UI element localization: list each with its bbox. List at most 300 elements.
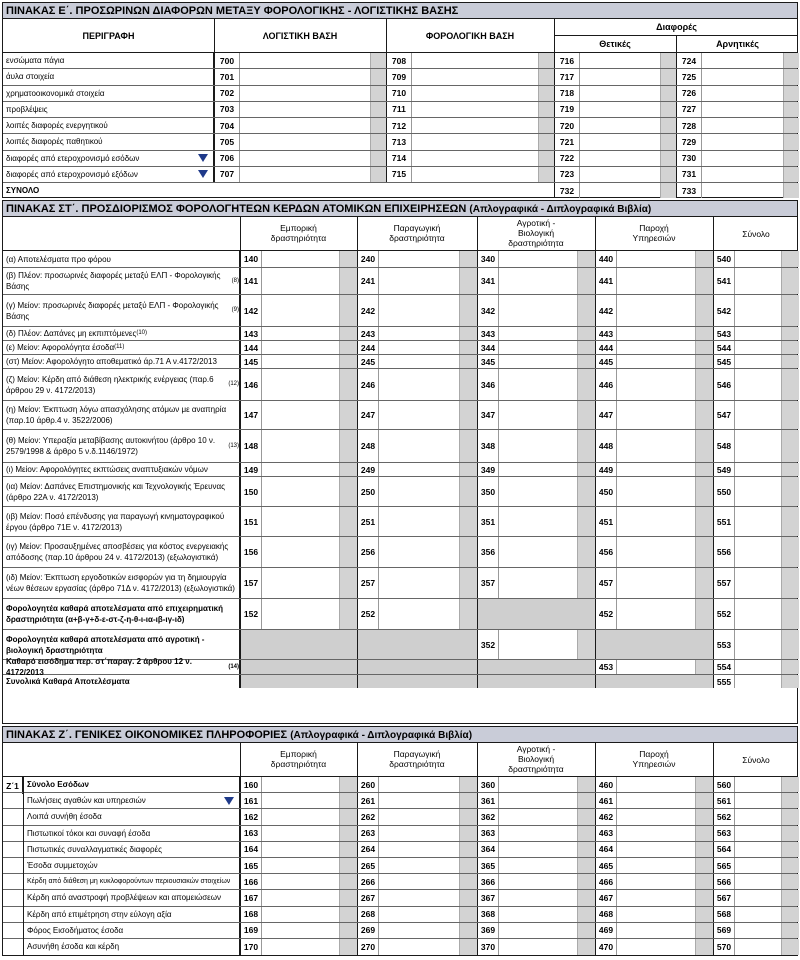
amount-input[interactable] xyxy=(240,118,370,133)
input-shade xyxy=(695,874,713,889)
amount-input[interactable] xyxy=(617,890,695,905)
amount-input[interactable] xyxy=(735,341,781,354)
row-label-text: Συνολικά Καθαρά Αποτελέσματα xyxy=(6,677,130,686)
table-z xyxy=(2,726,798,956)
amount-input[interactable] xyxy=(499,430,577,462)
field-code: 470 xyxy=(595,939,617,955)
amount-input[interactable] xyxy=(379,874,459,889)
amount-input[interactable] xyxy=(735,939,781,955)
amount-input[interactable] xyxy=(617,355,695,368)
field-code: 152 xyxy=(240,599,262,629)
row-label xyxy=(3,507,240,536)
amount-input[interactable] xyxy=(735,890,781,905)
amount-input[interactable] xyxy=(617,341,695,354)
amount-input[interactable] xyxy=(499,939,577,955)
input-shade xyxy=(577,826,595,841)
input-shade xyxy=(459,477,477,506)
amount-input[interactable] xyxy=(499,507,577,536)
amount-input[interactable] xyxy=(379,537,459,567)
amount-input[interactable] xyxy=(262,268,339,294)
amount-input[interactable] xyxy=(379,568,459,598)
amount-input[interactable] xyxy=(702,118,783,133)
amount-input[interactable] xyxy=(240,167,370,182)
field-code: 170 xyxy=(240,939,262,955)
amount-input[interactable] xyxy=(240,69,370,84)
field-code: 554 xyxy=(713,660,735,674)
field-code: 248 xyxy=(357,430,379,462)
amount-input[interactable] xyxy=(499,874,577,889)
amount-input[interactable] xyxy=(735,401,781,429)
amount-input[interactable] xyxy=(617,826,695,841)
amount-input[interactable] xyxy=(499,341,577,354)
amount-input[interactable] xyxy=(499,251,577,267)
amount-input[interactable] xyxy=(499,463,577,476)
dropdown-triangle-icon[interactable] xyxy=(198,170,208,178)
amount-input[interactable] xyxy=(735,355,781,368)
input-shade xyxy=(577,777,595,792)
amount-input[interactable] xyxy=(379,890,459,905)
amount-input[interactable] xyxy=(379,355,459,368)
table-st-row xyxy=(3,327,797,341)
amount-input[interactable] xyxy=(262,923,339,938)
amount-input[interactable] xyxy=(499,890,577,905)
field-code: 540 xyxy=(713,251,735,267)
input-shade xyxy=(459,842,477,857)
table-e-body xyxy=(3,53,797,198)
input-shade xyxy=(577,874,595,889)
amount-input[interactable] xyxy=(735,537,781,567)
input-shade xyxy=(781,295,799,326)
amount-input[interactable] xyxy=(379,463,459,476)
amount-input[interactable] xyxy=(499,630,577,659)
amount-input[interactable] xyxy=(580,53,660,68)
field-code: 451 xyxy=(595,507,617,536)
field-code: 264 xyxy=(357,842,379,857)
amount-input[interactable] xyxy=(262,874,339,889)
amount-input[interactable] xyxy=(702,183,783,198)
input-shade xyxy=(339,430,357,462)
amount-input[interactable] xyxy=(379,268,459,294)
amount-input[interactable] xyxy=(412,151,538,166)
input-shade xyxy=(538,102,554,117)
header-total: Σύνολο xyxy=(742,755,770,765)
amount-input[interactable] xyxy=(735,477,781,506)
field-code: 350 xyxy=(477,477,499,506)
amount-input[interactable] xyxy=(412,134,538,149)
amount-input[interactable] xyxy=(412,102,538,117)
field-code: 160 xyxy=(240,777,262,792)
amount-input[interactable] xyxy=(262,858,339,873)
field-code: 702 xyxy=(214,86,240,101)
amount-input[interactable] xyxy=(379,599,459,629)
amount-input[interactable] xyxy=(617,430,695,462)
field-code: 547 xyxy=(713,401,735,429)
field-code: 251 xyxy=(357,507,379,536)
amount-input[interactable] xyxy=(262,826,339,841)
amount-input[interactable] xyxy=(499,327,577,340)
amount-input[interactable] xyxy=(735,327,781,340)
row-label: ενσώματα πάγια xyxy=(3,53,214,68)
amount-input[interactable] xyxy=(580,151,660,166)
amount-input[interactable] xyxy=(379,858,459,873)
amount-input[interactable] xyxy=(262,463,339,476)
input-shade xyxy=(459,295,477,326)
table-z-row xyxy=(3,923,797,939)
amount-input[interactable] xyxy=(735,630,781,659)
table-e-total-row xyxy=(3,183,797,198)
row-label-text: (η) Μείον: Έκπτωση λόγω απασχόλησης ατόμων με αναπηρία (παρ.10 άρθρ.4 ν. 3522/2006) xyxy=(6,405,227,425)
input-shade xyxy=(781,858,799,873)
amount-input[interactable] xyxy=(262,537,339,567)
amount-input[interactable] xyxy=(379,809,459,824)
amount-input[interactable] xyxy=(735,874,781,889)
amount-input[interactable] xyxy=(735,599,781,629)
input-shade xyxy=(781,268,799,294)
amount-input[interactable] xyxy=(499,568,577,598)
amount-input[interactable] xyxy=(379,251,459,267)
field-code: 568 xyxy=(713,907,735,922)
amount-input[interactable] xyxy=(617,401,695,429)
field-code: 150 xyxy=(240,477,262,506)
disabled-cell xyxy=(477,675,595,688)
amount-input[interactable] xyxy=(262,842,339,857)
amount-input[interactable] xyxy=(379,369,459,400)
field-code: 157 xyxy=(240,568,262,598)
amount-input[interactable] xyxy=(499,793,577,808)
amount-input[interactable] xyxy=(499,477,577,506)
field-code: 712 xyxy=(386,118,412,133)
amount-input[interactable] xyxy=(702,53,783,68)
amount-input[interactable] xyxy=(702,86,783,101)
amount-input[interactable] xyxy=(702,167,783,182)
amount-input[interactable] xyxy=(580,118,660,133)
amount-input[interactable] xyxy=(617,477,695,506)
input-shade xyxy=(781,939,799,955)
table-z-row xyxy=(3,809,797,825)
amount-input[interactable] xyxy=(735,660,781,674)
row-label-text: (γ) Μείον: προσωρινές διαφορές μεταξύ ΕΛΠ - Φορολογικής Βάσης xyxy=(6,300,219,321)
amount-input[interactable] xyxy=(379,327,459,340)
header-productive: Παραγωγική δραστηριότητα xyxy=(389,223,445,243)
amount-input[interactable] xyxy=(499,923,577,938)
field-code: 349 xyxy=(477,463,499,476)
field-code: 456 xyxy=(595,537,617,567)
amount-input[interactable] xyxy=(580,102,660,117)
section-label: Ζ΄1 xyxy=(3,777,23,794)
table-z-row xyxy=(3,907,797,923)
row-label xyxy=(3,401,240,429)
amount-input[interactable] xyxy=(412,53,538,68)
row-label-text: Καθαρό εισόδημα περ. στ΄παραγ. 2 άρθρου 12 ν. 4172/2013 xyxy=(6,657,192,677)
amount-input[interactable] xyxy=(617,923,695,938)
row-label: Κέρδη από διάθεση μη κυκλοφορούντων περιουσιακών στοιχείων xyxy=(23,874,240,889)
amount-input[interactable] xyxy=(735,268,781,294)
amount-input[interactable] xyxy=(262,599,339,629)
field-code: 452 xyxy=(595,599,617,629)
amount-input[interactable] xyxy=(580,86,660,101)
amount-input[interactable] xyxy=(617,268,695,294)
field-code: 368 xyxy=(477,907,499,922)
field-code: 557 xyxy=(713,568,735,598)
amount-input[interactable] xyxy=(617,777,695,792)
row-label xyxy=(3,568,240,598)
input-shade xyxy=(577,793,595,808)
amount-input[interactable] xyxy=(702,151,783,166)
amount-input[interactable] xyxy=(617,568,695,598)
field-code: 556 xyxy=(713,537,735,567)
amount-input[interactable] xyxy=(379,507,459,536)
field-code: 245 xyxy=(357,355,379,368)
table-st-title: ΠΙΝΑΚΑΣ ΣΤ΄. ΠΡΟΣΔΙΟΡΙΣΜΟΣ ΦΟΡΟΛΟΓΗΤΕΩΝ ΚΕΡΔΩΝ ΑΤΟΜΙΚΩΝ ΕΠΙΧΕΙΡΗΣΕΩΝ (Απλογραφικά - Διπλογραφικά Βιβλία) xyxy=(3,201,797,217)
field-code: 450 xyxy=(595,477,617,506)
amount-input[interactable] xyxy=(240,134,370,149)
table-st-subtitle: (Απλογραφικά - Διπλογραφικά Βιβλία) xyxy=(469,204,652,215)
amount-input[interactable] xyxy=(262,477,339,506)
disabled-cell xyxy=(477,660,595,674)
amount-input[interactable] xyxy=(617,327,695,340)
amount-input[interactable] xyxy=(379,401,459,429)
amount-input[interactable] xyxy=(412,86,538,101)
amount-input[interactable] xyxy=(735,777,781,792)
amount-input[interactable] xyxy=(379,777,459,792)
input-shade xyxy=(660,183,676,198)
amount-input[interactable] xyxy=(617,251,695,267)
field-code: 448 xyxy=(595,430,617,462)
amount-input[interactable] xyxy=(379,295,459,326)
table-st-header xyxy=(3,217,797,251)
amount-input[interactable] xyxy=(735,675,781,688)
amount-input[interactable] xyxy=(499,858,577,873)
row-label: Φόρος Εισοδήματος έσοδα xyxy=(23,923,240,938)
amount-input[interactable] xyxy=(379,793,459,808)
amount-input[interactable] xyxy=(702,102,783,117)
amount-input[interactable] xyxy=(735,463,781,476)
field-code: 360 xyxy=(477,777,499,792)
input-shade xyxy=(577,890,595,905)
field-code: 142 xyxy=(240,295,262,326)
amount-input[interactable] xyxy=(617,463,695,476)
input-shade xyxy=(577,251,595,267)
amount-input[interactable] xyxy=(617,939,695,955)
input-shade xyxy=(660,102,676,117)
input-shade xyxy=(695,599,713,629)
amount-input[interactable] xyxy=(240,53,370,68)
amount-input[interactable] xyxy=(617,842,695,857)
disabled-cell xyxy=(595,675,713,688)
amount-input[interactable] xyxy=(412,167,538,182)
field-code: 352 xyxy=(477,630,499,659)
amount-input[interactable] xyxy=(240,86,370,101)
amount-input[interactable] xyxy=(499,401,577,429)
field-code: 560 xyxy=(713,777,735,792)
field-code: 730 xyxy=(676,151,702,166)
field-code: 549 xyxy=(713,463,735,476)
table-st-row xyxy=(3,477,797,507)
amount-input[interactable] xyxy=(735,793,781,808)
amount-input[interactable] xyxy=(262,430,339,462)
row-label xyxy=(3,477,240,506)
field-code: 700 xyxy=(214,53,240,68)
amount-input[interactable] xyxy=(262,295,339,326)
table-z-subtitle: (Απλογραφικά - Διπλογραφικά Βιβλία) xyxy=(290,730,473,741)
amount-input[interactable] xyxy=(499,777,577,792)
disabled-cell xyxy=(357,675,477,688)
amount-input[interactable] xyxy=(735,826,781,841)
amount-input[interactable] xyxy=(580,183,660,198)
amount-input[interactable] xyxy=(412,118,538,133)
amount-input[interactable] xyxy=(379,826,459,841)
amount-input[interactable] xyxy=(617,858,695,873)
amount-input[interactable] xyxy=(379,939,459,955)
amount-input[interactable] xyxy=(262,793,339,808)
amount-input[interactable] xyxy=(580,167,660,182)
field-code: 553 xyxy=(713,630,735,659)
amount-input[interactable] xyxy=(617,295,695,326)
amount-input[interactable] xyxy=(262,401,339,429)
input-shade xyxy=(459,355,477,368)
amount-input[interactable] xyxy=(735,923,781,938)
input-shade xyxy=(370,134,386,149)
field-code: 441 xyxy=(595,268,617,294)
input-shade xyxy=(339,599,357,629)
field-code: 543 xyxy=(713,327,735,340)
amount-input[interactable] xyxy=(240,102,370,117)
field-code: 365 xyxy=(477,858,499,873)
amount-input[interactable] xyxy=(735,858,781,873)
input-shade xyxy=(459,907,477,922)
dropdown-triangle-icon[interactable] xyxy=(224,797,234,805)
field-code: 144 xyxy=(240,341,262,354)
field-code: 463 xyxy=(595,826,617,841)
amount-input[interactable] xyxy=(262,777,339,792)
amount-input[interactable] xyxy=(262,507,339,536)
input-shade xyxy=(339,568,357,598)
input-shade xyxy=(695,858,713,873)
amount-input[interactable] xyxy=(735,568,781,598)
amount-input[interactable] xyxy=(262,355,339,368)
amount-input[interactable] xyxy=(499,826,577,841)
amount-input[interactable] xyxy=(499,907,577,922)
amount-input[interactable] xyxy=(617,537,695,567)
amount-input[interactable] xyxy=(379,842,459,857)
input-shade xyxy=(781,507,799,536)
amount-input[interactable] xyxy=(735,809,781,824)
amount-input[interactable] xyxy=(735,251,781,267)
amount-input[interactable] xyxy=(617,660,695,674)
amount-input[interactable] xyxy=(262,369,339,400)
amount-input[interactable] xyxy=(262,907,339,922)
amount-input[interactable] xyxy=(617,809,695,824)
amount-input[interactable] xyxy=(262,809,339,824)
input-shade xyxy=(339,826,357,841)
input-shade xyxy=(695,568,713,598)
header-agricultural: Αγροτική - Βιολογική δραστηριότητα xyxy=(508,744,564,774)
field-code: 453 xyxy=(595,660,617,674)
row-label: Πιστωτικοί τόκοι και συναφή έσοδα xyxy=(23,826,240,841)
amount-input[interactable] xyxy=(617,907,695,922)
amount-input[interactable] xyxy=(379,907,459,922)
row-label xyxy=(3,657,240,677)
amount-input[interactable] xyxy=(412,69,538,84)
input-shade xyxy=(577,842,595,857)
disabled-cell xyxy=(477,599,595,629)
field-code: 364 xyxy=(477,842,499,857)
field-code: 149 xyxy=(240,463,262,476)
field-code: 732 xyxy=(554,183,580,198)
amount-input[interactable] xyxy=(379,341,459,354)
amount-input[interactable] xyxy=(617,874,695,889)
amount-input[interactable] xyxy=(735,295,781,326)
row-label: Κέρδη από αναστροφή προβλέψεων και απομειώσεων xyxy=(23,890,240,905)
input-shade xyxy=(695,463,713,476)
disabled-cell xyxy=(357,630,477,659)
input-shade xyxy=(339,537,357,567)
amount-input[interactable] xyxy=(262,890,339,905)
field-code: 356 xyxy=(477,537,499,567)
amount-input[interactable] xyxy=(735,369,781,400)
input-shade xyxy=(781,477,799,506)
amount-input[interactable] xyxy=(735,507,781,536)
amount-input[interactable] xyxy=(702,134,783,149)
field-code: 241 xyxy=(357,268,379,294)
table-e-row xyxy=(3,102,797,118)
amount-input[interactable] xyxy=(735,842,781,857)
amount-input[interactable] xyxy=(499,842,577,857)
amount-input[interactable] xyxy=(379,430,459,462)
field-code: 351 xyxy=(477,507,499,536)
amount-input[interactable] xyxy=(379,477,459,506)
amount-input[interactable] xyxy=(262,939,339,955)
amount-input[interactable] xyxy=(262,327,339,340)
input-shade xyxy=(695,355,713,368)
amount-input[interactable] xyxy=(617,599,695,629)
table-st-row xyxy=(3,401,797,430)
row-label-text: (στ) Μείον: Αφορολόγητο αποθεματικό άρ.71 Α ν.4172/2013 xyxy=(6,357,217,366)
amount-input[interactable] xyxy=(262,568,339,598)
field-code: 169 xyxy=(240,923,262,938)
amount-input[interactable] xyxy=(702,69,783,84)
amount-input[interactable] xyxy=(262,251,339,267)
field-code: 545 xyxy=(713,355,735,368)
amount-input[interactable] xyxy=(499,268,577,294)
amount-input[interactable] xyxy=(499,355,577,368)
amount-input[interactable] xyxy=(735,907,781,922)
amount-input[interactable] xyxy=(379,923,459,938)
field-code: 719 xyxy=(554,102,580,117)
input-shade xyxy=(538,134,554,149)
amount-input[interactable] xyxy=(617,793,695,808)
amount-input[interactable] xyxy=(240,151,370,166)
field-code: 720 xyxy=(554,118,580,133)
amount-input[interactable] xyxy=(580,134,660,149)
input-shade xyxy=(538,151,554,166)
footnote-ref: (10) xyxy=(136,330,147,336)
amount-input[interactable] xyxy=(499,809,577,824)
dropdown-triangle-icon[interactable] xyxy=(198,154,208,162)
table-st-row xyxy=(3,355,797,369)
field-code: 366 xyxy=(477,874,499,889)
amount-input[interactable] xyxy=(262,341,339,354)
amount-input[interactable] xyxy=(735,430,781,462)
field-code: 145 xyxy=(240,355,262,368)
amount-input[interactable] xyxy=(499,537,577,567)
amount-input[interactable] xyxy=(499,369,577,400)
amount-input[interactable] xyxy=(617,369,695,400)
amount-input[interactable] xyxy=(499,295,577,326)
table-z-row xyxy=(3,890,797,906)
amount-input[interactable] xyxy=(580,69,660,84)
amount-input[interactable] xyxy=(617,507,695,536)
